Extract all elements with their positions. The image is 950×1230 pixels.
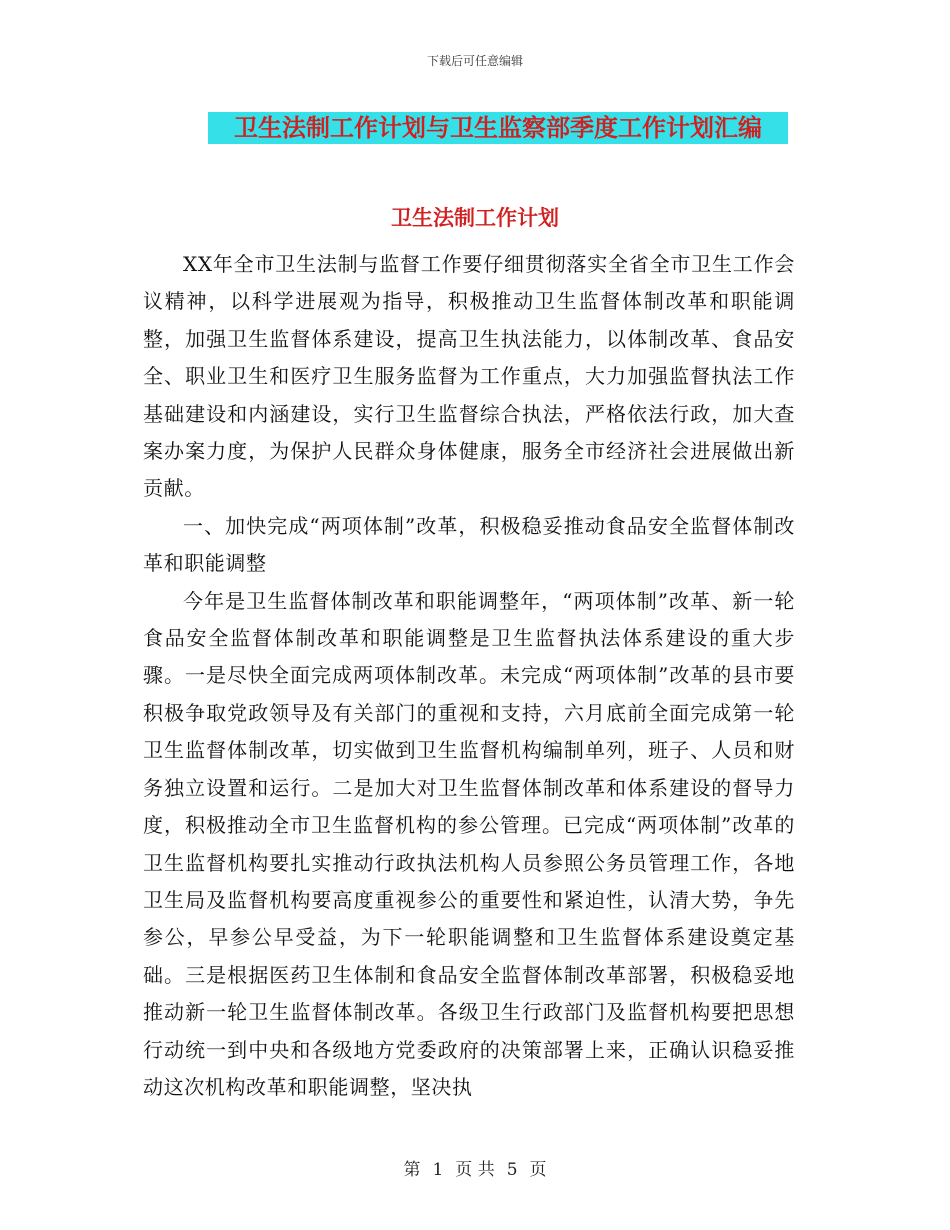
paragraph-body-1: 今年是卫生监督体制改革和职能调整年，“两项体制”改革、新一轮食品安全监督体制改革和职能调整是卫生监督执法体系建设的重大步骤。一是尽快全面完成两项体制改革。未完成“两项体制”改革的县市要积极争取党政领导及有关部门的重视和支持，六月底前全面完成第一轮卫生监督体制改革，切实做到卫生监督机构编制单列，班子、人员和财务独立设置和运行。二是加大对卫生监督体制改革和体系建设的督导力度，积极推动全市卫生监督机构的参公管理。已完成“两项体制”改革的卫生监督机构要扎实推动行政执法机构人员参照公务员管理工作，各地卫生局及监督机构要高度重视参公的重要性和紧迫性，认清大势，争先参公，早参公早受益，为下一轮职能调整和卫生监督体系建设奠定基础。三是根据医药卫生体制和食品安全监督体制改革部署，积极稳妥地推动新一轮卫生监督体制改革。各级卫生行政部门及监督机构要把思想行动统一到中央和各级地方党委政府的决策部署上来，正确认识稳妥推动这次机构改革和职能调整，坚决执	[143, 588, 795, 1099]
footer-prefix: 第	[403, 1160, 421, 1180]
paragraph-intro: XX年全市卫生法制与监督工作要仔细贯彻落实全省全市卫生工作会议精神，以科学进展观为指导，积极推动卫生监督体制改革和职能调整，加强卫生监督体系建设，提高卫生执法能力，以体制改革、食品安全、职业卫生和医疗卫生服务监督为工作重点，大力加强监督执法工作基础建设和内涵建设，实行卫生监督综合执法，严格依法行政，加大查案办案力度，为保护人民群众身体健康，服务全市经济社会进展做出新贡献。	[143, 252, 795, 501]
header-note: 下载后可任意编辑	[426, 54, 523, 68]
document-body	[143, 246, 795, 1106]
page-footer	[0, 1155, 950, 1180]
footer-page-current: 1	[432, 1160, 444, 1180]
document-title: 卫生法制工作计划与卫生监察部季度工作计划汇编	[208, 112, 788, 144]
footer-middle: 页 共	[455, 1160, 495, 1180]
footer-page-total: 5	[506, 1160, 518, 1180]
paragraph-heading-1: 一、加快完成“两项体制”改革，积极稳妥推动食品安全监督体制改革和职能调整	[143, 513, 795, 576]
footer-suffix: 页	[529, 1160, 547, 1180]
section-title: 卫生法制工作计划	[391, 206, 559, 230]
